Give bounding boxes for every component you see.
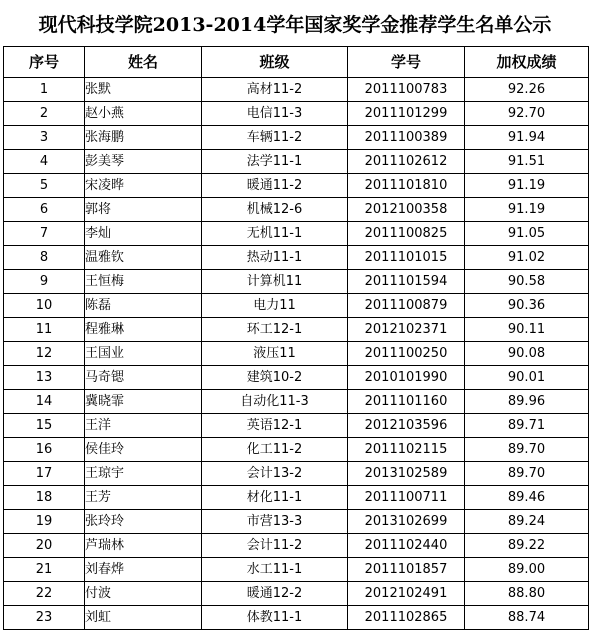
cell-weighted-score: 90.08 — [465, 342, 589, 366]
cell-weighted-score: 89.22 — [465, 534, 589, 558]
cell-student-id: 2011102115 — [348, 438, 465, 462]
cell-class: 化工11-2 — [202, 438, 348, 462]
table-row — [4, 150, 589, 174]
cell-weighted-score: 89.00 — [465, 558, 589, 582]
cell-index: 11 — [4, 318, 85, 342]
cell-name: 张玲玲 — [85, 510, 202, 534]
cell-name: 王恒梅 — [85, 270, 202, 294]
cell-class: 车辆11-2 — [202, 126, 348, 150]
header-name: 姓名 — [85, 47, 202, 78]
cell-index: 23 — [4, 606, 85, 630]
table-row — [4, 246, 589, 270]
cell-index: 5 — [4, 174, 85, 198]
cell-weighted-score: 88.74 — [465, 606, 589, 630]
cell-weighted-score: 89.96 — [465, 390, 589, 414]
header-class: 班级 — [202, 47, 348, 78]
cell-name: 宋凌晔 — [85, 174, 202, 198]
cell-student-id: 2011102865 — [348, 606, 465, 630]
cell-student-id: 2012103596 — [348, 414, 465, 438]
cell-name: 冀晓霏 — [85, 390, 202, 414]
cell-name: 马奇锶 — [85, 366, 202, 390]
cell-student-id: 2011100250 — [348, 342, 465, 366]
cell-name: 付波 — [85, 582, 202, 606]
table-row — [4, 222, 589, 246]
cell-weighted-score: 90.01 — [465, 366, 589, 390]
cell-class: 高材11-2 — [202, 78, 348, 102]
cell-class: 建筑10-2 — [202, 366, 348, 390]
table-row — [4, 486, 589, 510]
cell-student-id: 2012102491 — [348, 582, 465, 606]
cell-index: 15 — [4, 414, 85, 438]
table-header-row — [4, 47, 589, 78]
cell-weighted-score: 91.94 — [465, 126, 589, 150]
cell-student-id: 2012100358 — [348, 198, 465, 222]
cell-index: 16 — [4, 438, 85, 462]
cell-weighted-score: 89.70 — [465, 462, 589, 486]
cell-weighted-score: 91.19 — [465, 198, 589, 222]
cell-class: 热动11-1 — [202, 246, 348, 270]
cell-class: 暖通12-2 — [202, 582, 348, 606]
cell-class: 液压11 — [202, 342, 348, 366]
cell-name: 王芳 — [85, 486, 202, 510]
cell-index: 8 — [4, 246, 85, 270]
table-row — [4, 414, 589, 438]
page-title: 现代科技学院2013-2014学年国家奖学金推荐学生名单公示 — [38, 13, 552, 36]
cell-index: 21 — [4, 558, 85, 582]
cell-class: 机械12-6 — [202, 198, 348, 222]
cell-class: 会计13-2 — [202, 462, 348, 486]
cell-student-id: 2013102699 — [348, 510, 465, 534]
cell-name: 王国业 — [85, 342, 202, 366]
cell-class: 自动化11-3 — [202, 390, 348, 414]
table-row — [4, 78, 589, 102]
cell-index: 22 — [4, 582, 85, 606]
cell-student-id: 2011100783 — [348, 78, 465, 102]
table-row — [4, 294, 589, 318]
cell-index: 7 — [4, 222, 85, 246]
cell-index: 17 — [4, 462, 85, 486]
cell-name: 刘春烨 — [85, 558, 202, 582]
table-row — [4, 366, 589, 390]
cell-weighted-score: 92.26 — [465, 78, 589, 102]
cell-weighted-score: 90.58 — [465, 270, 589, 294]
cell-name: 侯佳玲 — [85, 438, 202, 462]
cell-weighted-score: 91.51 — [465, 150, 589, 174]
cell-class: 材化11-1 — [202, 486, 348, 510]
cell-index: 10 — [4, 294, 85, 318]
cell-class: 英语12-1 — [202, 414, 348, 438]
cell-student-id: 2011101594 — [348, 270, 465, 294]
cell-name: 温雅钦 — [85, 246, 202, 270]
cell-weighted-score: 88.80 — [465, 582, 589, 606]
cell-name: 李灿 — [85, 222, 202, 246]
cell-student-id: 2011100711 — [348, 486, 465, 510]
cell-class: 市营13-3 — [202, 510, 348, 534]
table-row — [4, 438, 589, 462]
table-row — [4, 606, 589, 630]
cell-student-id: 2011100389 — [348, 126, 465, 150]
cell-index: 19 — [4, 510, 85, 534]
cell-index: 14 — [4, 390, 85, 414]
cell-weighted-score: 89.71 — [465, 414, 589, 438]
cell-student-id: 2010101990 — [348, 366, 465, 390]
cell-index: 2 — [4, 102, 85, 126]
cell-name: 郭将 — [85, 198, 202, 222]
cell-index: 20 — [4, 534, 85, 558]
table-row — [4, 582, 589, 606]
cell-class: 计算机11 — [202, 270, 348, 294]
cell-weighted-score: 91.19 — [465, 174, 589, 198]
header-student-id: 学号 — [348, 47, 465, 78]
cell-student-id: 2011101857 — [348, 558, 465, 582]
table-row — [4, 558, 589, 582]
table-row — [4, 342, 589, 366]
cell-student-id: 2011100825 — [348, 222, 465, 246]
cell-index: 13 — [4, 366, 85, 390]
cell-name: 程雅琳 — [85, 318, 202, 342]
cell-student-id: 2013102589 — [348, 462, 465, 486]
header-index: 序号 — [4, 47, 85, 78]
cell-weighted-score: 89.46 — [465, 486, 589, 510]
cell-weighted-score: 89.24 — [465, 510, 589, 534]
cell-index: 9 — [4, 270, 85, 294]
table-row — [4, 198, 589, 222]
cell-weighted-score: 89.70 — [465, 438, 589, 462]
cell-name: 赵小燕 — [85, 102, 202, 126]
cell-student-id: 2011101160 — [348, 390, 465, 414]
cell-class: 电信11-3 — [202, 102, 348, 126]
cell-class: 电力11 — [202, 294, 348, 318]
cell-index: 4 — [4, 150, 85, 174]
cell-weighted-score: 92.70 — [465, 102, 589, 126]
table-row — [4, 126, 589, 150]
cell-index: 1 — [4, 78, 85, 102]
cell-name: 张海鹏 — [85, 126, 202, 150]
table-row — [4, 174, 589, 198]
table-row — [4, 102, 589, 126]
cell-class: 暖通11-2 — [202, 174, 348, 198]
cell-name: 王洋 — [85, 414, 202, 438]
cell-name: 陈磊 — [85, 294, 202, 318]
cell-student-id: 2012102371 — [348, 318, 465, 342]
cell-class: 法学11-1 — [202, 150, 348, 174]
cell-student-id: 2011100879 — [348, 294, 465, 318]
cell-name: 张默 — [85, 78, 202, 102]
cell-student-id: 2011101810 — [348, 174, 465, 198]
header-weighted-score: 加权成绩 — [465, 47, 589, 78]
cell-student-id: 2011102440 — [348, 534, 465, 558]
cell-weighted-score: 90.36 — [465, 294, 589, 318]
table-body — [4, 78, 589, 630]
cell-weighted-score: 91.05 — [465, 222, 589, 246]
table-row — [4, 534, 589, 558]
cell-weighted-score: 91.02 — [465, 246, 589, 270]
cell-student-id: 2011101299 — [348, 102, 465, 126]
cell-student-id: 2011101015 — [348, 246, 465, 270]
cell-weighted-score: 90.11 — [465, 318, 589, 342]
cell-class: 水工11-1 — [202, 558, 348, 582]
cell-student-id: 2011102612 — [348, 150, 465, 174]
cell-index: 12 — [4, 342, 85, 366]
table-row — [4, 390, 589, 414]
cell-name: 芦瑞林 — [85, 534, 202, 558]
table-row — [4, 510, 589, 534]
cell-class: 会计11-2 — [202, 534, 348, 558]
cell-name: 彭美琴 — [85, 150, 202, 174]
scholarship-table — [3, 46, 589, 630]
cell-name: 刘虹 — [85, 606, 202, 630]
cell-class: 无机11-1 — [202, 222, 348, 246]
table-row — [4, 270, 589, 294]
cell-index: 18 — [4, 486, 85, 510]
cell-index: 3 — [4, 126, 85, 150]
cell-class: 环工12-1 — [202, 318, 348, 342]
cell-index: 6 — [4, 198, 85, 222]
table-row — [4, 318, 589, 342]
table-row — [4, 462, 589, 486]
cell-name: 王琼宇 — [85, 462, 202, 486]
cell-class: 体教11-1 — [202, 606, 348, 630]
